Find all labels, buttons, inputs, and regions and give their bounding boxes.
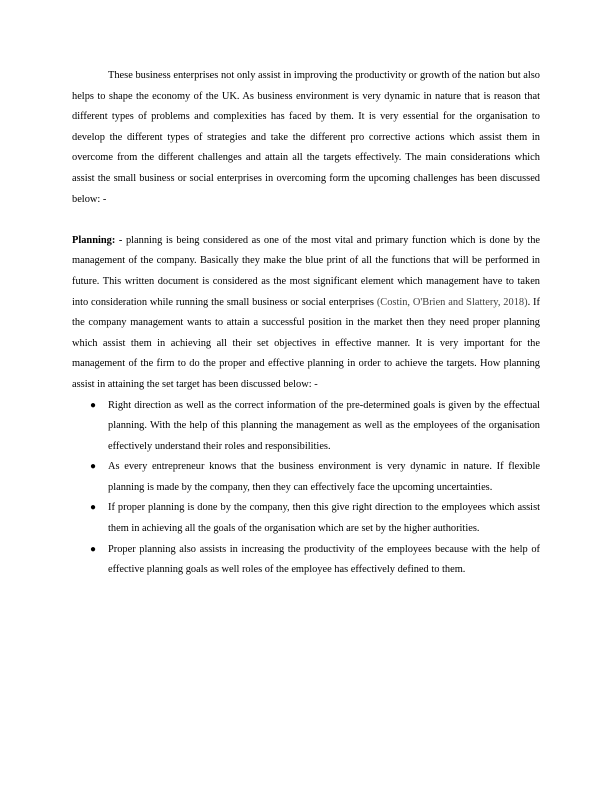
list-item-text: Right direction as well as the correct information of the pre-determined goals is given by the effectual planning. With the help of this planning the management as well as the employees of the organisation effectively understand their roles and responsibilities. — [108, 399, 540, 452]
intro-paragraph: These business enterprises not only assist in improving the productivity or growth of the nation but also helps to shape the economy of the UK. As business environment is very dynamic in nature that is reason that different types of problems and complexities has faced by them. It is very essential for the organisation to develop the different types of strategies and take the different pro corrective actions which assist them in overcome from the different challenges and attain all the targets effectively. The main considerations which assist the small business or social enterprises in overcoming form the upcoming challenges has been discussed below: - — [72, 70, 540, 205]
list-item — [72, 498, 540, 539]
list-item-text: Proper planning also assists in increasing the productivity of the employees because with the help of effective planning goals as well roles of the employee has effectively defined to them. — [108, 543, 540, 576]
document-page — [72, 66, 540, 581]
bullet-icon: ● — [90, 461, 97, 473]
planning-benefits-list — [72, 396, 540, 581]
list-item-text: As every entrepreneur knows that the business environment is very dynamic in nature. If flexible planning is made by the company, then they can effectively face the upcoming uncertainties. — [108, 461, 540, 493]
planning-paragraph — [72, 231, 540, 396]
list-item — [72, 540, 540, 581]
bullet-icon: ● — [90, 543, 97, 555]
bullet-icon: ● — [90, 399, 97, 411]
planning-heading: Planning: - — [72, 234, 123, 246]
list-item-text: If proper planning is done by the company, then this give right direction to the employees which assist them in achieving all the goals of the organisation which are set by the higher authorities. — [108, 502, 540, 535]
planning-text-part-2: . If the company management wants to attain a successful position in the market then they need proper planning which assist them in achieving all their set objectives in effective manner. It is very important for the management of the firm to do the proper and effective planning in order to achieve the targets. How planning assist in attaining the set target has been discussed below: - — [72, 296, 540, 390]
bullet-icon: ● — [90, 502, 97, 514]
planning-citation: (Costin, O'Brien and Slattery, 2018) — [376, 296, 528, 308]
planning-text-part-1: planning is being considered as one of the most vital and primary function which is done by the management of the company. Basically they make the blue print of all the functions that will be performed in future. This written document is considered as the most significant element which management have to taken into consideration while running the small business or social enterprises — [72, 234, 541, 308]
paragraph-spacer — [72, 210, 540, 231]
list-item — [72, 396, 540, 458]
list-item — [72, 457, 540, 498]
